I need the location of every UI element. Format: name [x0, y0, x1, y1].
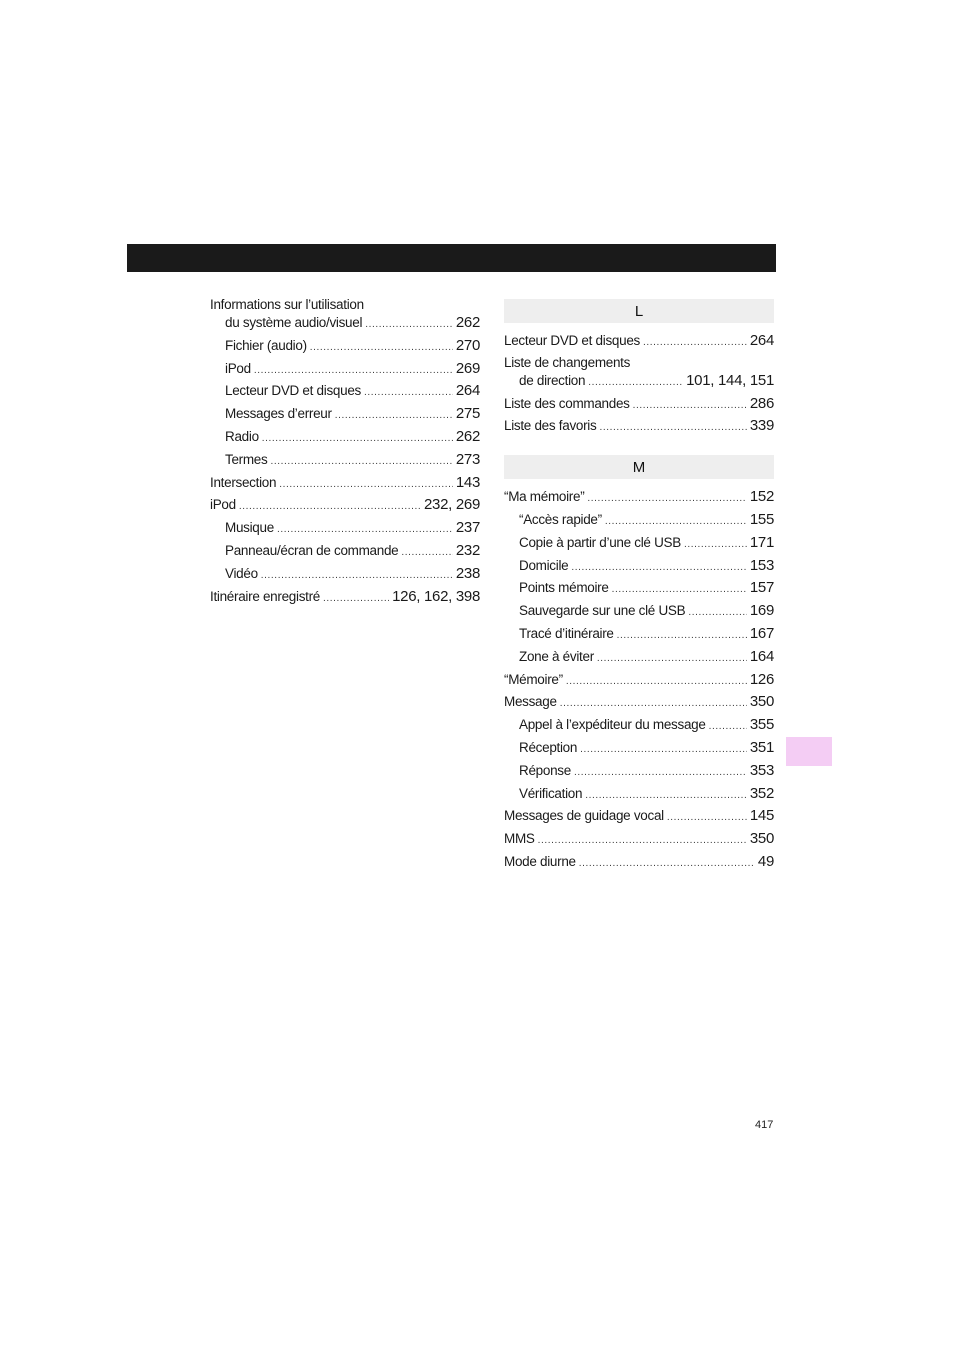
index-entry-label: iPod: [225, 360, 251, 376]
index-entry-page: 237: [455, 519, 480, 537]
index-entry: [504, 371, 774, 394]
page-number: 417: [755, 1119, 774, 1131]
index-entry-page: 286: [749, 394, 774, 412]
index-column-left: [210, 296, 480, 609]
index-entry-page: 232, 269: [424, 496, 480, 514]
index-entry-page: 264: [455, 382, 480, 400]
index-subentry: [210, 450, 480, 473]
index-entry-label: “Mémoire”: [504, 671, 563, 687]
index-entry-page: 169: [749, 602, 774, 620]
index-entry-label: Panneau/écran de commande: [225, 542, 399, 558]
index-entry-heading: Liste de changements: [504, 354, 631, 370]
index-entry-label: Lecteur DVD et disques: [504, 333, 640, 348]
dot-leader: [270, 452, 452, 473]
index-entry-label: Intersection: [210, 474, 277, 490]
dot-leader: [580, 740, 747, 761]
index-subentry: [210, 518, 480, 541]
dot-leader: [684, 535, 747, 556]
index-entry-label: Appel à l’expéditeur du message: [519, 717, 706, 733]
index-entry-label: Lecteur DVD et disques: [225, 383, 361, 399]
index-entry-page: 157: [749, 579, 774, 597]
index-entry-page: 101, 144, 151: [686, 371, 774, 389]
dot-leader: [254, 361, 453, 382]
index-entry-label: de direction: [519, 372, 586, 388]
index-entry-label: Musique: [225, 520, 274, 536]
index-entry: [504, 416, 774, 439]
dot-leader: [709, 717, 747, 738]
dot-leader: [323, 589, 389, 610]
index-entry-page: 49: [757, 852, 774, 870]
index-entry: [504, 394, 774, 417]
dot-leader: [365, 315, 453, 336]
index-subentry: [504, 715, 774, 738]
index-entry-page: 145: [749, 807, 774, 825]
dot-leader: [538, 831, 747, 852]
dot-leader: [277, 520, 453, 541]
index-entry-label: “Accès rapide”: [519, 511, 602, 527]
index-entry-page: 264: [749, 332, 774, 349]
index-column-right: [504, 299, 774, 875]
index-entry-page: 238: [455, 564, 480, 582]
index-entry-label: Domicile: [519, 557, 569, 573]
index-entry-page: 350: [749, 830, 774, 848]
dot-leader: [262, 429, 453, 450]
index-entry-page: 350: [749, 693, 774, 711]
index-entry-label: Zone à éviter: [519, 648, 594, 664]
index-entry-page: 153: [749, 556, 774, 574]
index-entry: [504, 331, 774, 354]
index-subentry: [504, 510, 774, 533]
dot-leader: [401, 543, 452, 564]
index-subentry: [504, 556, 774, 579]
index-entry-label: Copie à partir d’une clé USB: [519, 534, 681, 550]
dot-leader: [566, 672, 747, 693]
index-entry: [504, 806, 774, 829]
section-tab: [786, 737, 832, 766]
index-entry-page: 152: [749, 488, 774, 506]
index-subentry: [504, 738, 774, 761]
index-subentry: [210, 564, 480, 587]
dot-leader: [560, 694, 747, 715]
dot-leader: [643, 333, 747, 354]
index-entry-label: Fichier (audio): [225, 337, 307, 353]
index-subentry: [210, 541, 480, 564]
dot-leader: [585, 786, 747, 807]
index-entry: [504, 692, 774, 715]
index-entry: [504, 487, 774, 510]
dot-leader: [364, 383, 453, 404]
index-entry-page: 275: [455, 405, 480, 423]
dot-leader: [688, 603, 747, 624]
index-subentry: [210, 336, 480, 359]
dot-leader: [579, 854, 755, 875]
dot-leader: [574, 763, 747, 784]
index-entry-page: 262: [455, 314, 480, 331]
index-subentry: [504, 784, 774, 807]
index-entry-label: Vérification: [519, 785, 583, 801]
dot-leader: [667, 808, 747, 829]
index-entry-label: Réponse: [519, 762, 571, 778]
index-subentry: [504, 761, 774, 784]
dot-leader: [587, 489, 746, 510]
index-entry-label: Mode diurne: [504, 853, 576, 869]
index-entry: [210, 313, 480, 336]
index-entry-page: 270: [455, 336, 480, 354]
index-subentry: [504, 533, 774, 556]
index-entry-label: MMS: [504, 831, 535, 847]
index-entry-label: Radio: [225, 428, 259, 444]
index-entry-page: 355: [749, 716, 774, 734]
index-entry: [504, 829, 774, 852]
index-entry-page: 232: [455, 541, 480, 559]
index-entry-page: 269: [455, 359, 480, 377]
index-entry-label: iPod: [210, 497, 236, 513]
index-entry: [210, 473, 480, 496]
dot-leader: [588, 373, 683, 394]
dot-leader: [617, 626, 747, 647]
dot-leader: [612, 580, 747, 601]
index-entry: [504, 670, 774, 693]
index-entry-page: 351: [749, 738, 774, 756]
index-entry-label: Liste des favoris: [504, 418, 597, 434]
section-letter-m: M: [504, 455, 774, 479]
index-entry-page: 262: [455, 427, 480, 445]
index-entry-page: 126, 162, 398: [392, 587, 480, 605]
index-subentry: [504, 624, 774, 647]
index-entry-page: 171: [749, 533, 774, 551]
dot-leader: [335, 406, 453, 427]
index-entry-label: Tracé d’itinéraire: [519, 625, 614, 641]
index-subentry: [504, 578, 774, 601]
index-entry-page: 164: [749, 647, 774, 665]
index-entry: [504, 852, 774, 875]
index-entry-page: 273: [455, 450, 480, 468]
dot-leader: [239, 497, 421, 518]
index-entry: [210, 495, 480, 518]
index-entry-label: Itinéraire enregistré: [210, 588, 321, 604]
index-entry-label: Message: [504, 694, 557, 710]
index-entry-label: Messages de guidage vocal: [504, 808, 664, 824]
dot-leader: [261, 566, 453, 587]
index-entry-page: 339: [749, 417, 774, 435]
index-subentry: [210, 404, 480, 427]
dot-leader: [633, 396, 747, 417]
index-entry-label: Liste des commandes: [504, 395, 630, 411]
index-entry-page: 352: [749, 784, 774, 802]
index-entry-heading: Informations sur l’utilisation: [210, 297, 364, 312]
index-entry-page: 143: [455, 473, 480, 491]
index-entry-page: 155: [749, 510, 774, 528]
dot-leader: [310, 338, 453, 359]
section-gap: [504, 439, 774, 451]
header-bar: [127, 244, 776, 272]
dot-leader: [599, 418, 746, 439]
index-subentry: [504, 601, 774, 624]
index-subentry: [210, 381, 480, 404]
index-subentry: [210, 427, 480, 450]
index-entry: [210, 587, 480, 610]
index-entry-label: du système audio/visuel: [225, 315, 363, 330]
index-entry-label: Sauvegarde sur une clé USB: [519, 603, 686, 619]
index-entry-label: Vidéo: [225, 565, 258, 581]
index-entry-label: Réception: [519, 739, 578, 755]
index-subentry: [504, 647, 774, 670]
index-entry-label: Messages d’erreur: [225, 406, 332, 422]
dot-leader: [605, 512, 747, 533]
index-entry-page: 167: [749, 624, 774, 642]
index-entry-label: Termes: [225, 451, 268, 467]
dot-leader: [597, 649, 747, 670]
dot-leader: [279, 475, 453, 496]
index-entry-label: “Ma mémoire”: [504, 489, 585, 505]
index-entry-page: 126: [749, 670, 774, 688]
dot-leader: [571, 558, 747, 579]
index-entry-page: 353: [749, 761, 774, 779]
index-subentry: [210, 359, 480, 382]
index-entry-label: Points mémoire: [519, 580, 609, 596]
section-letter-l: L: [504, 299, 774, 323]
